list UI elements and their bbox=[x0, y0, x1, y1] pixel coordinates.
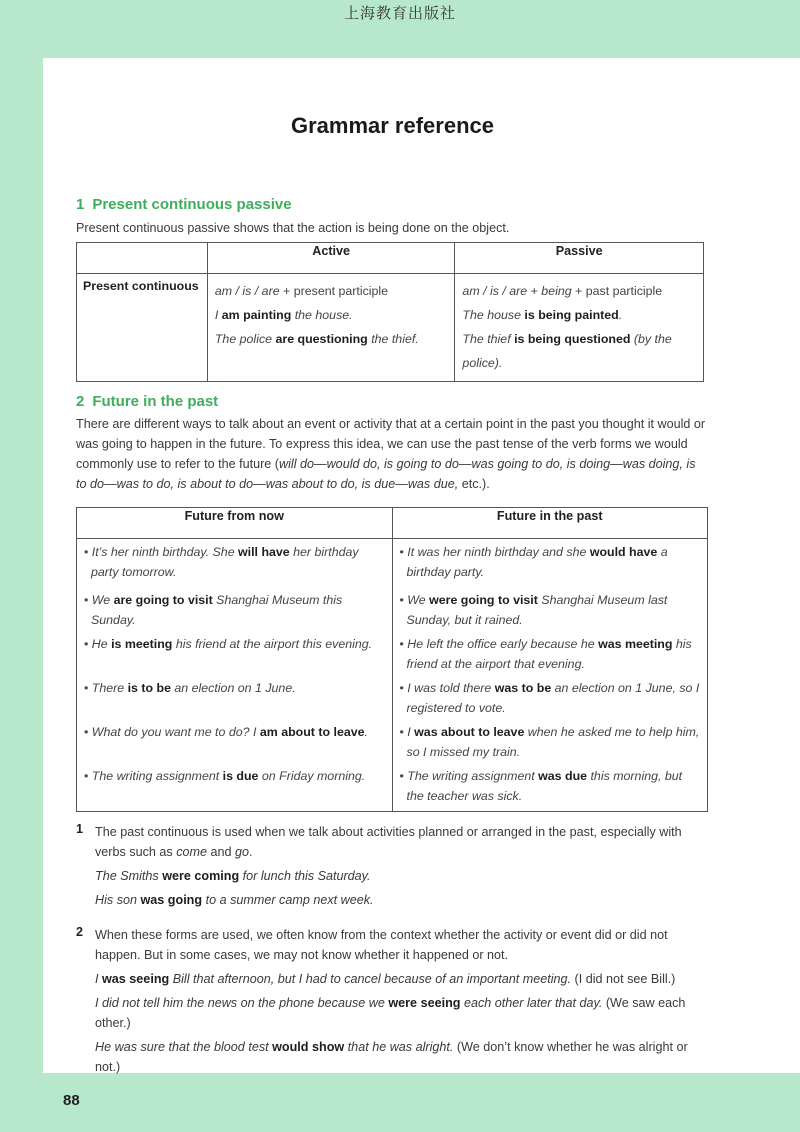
intro-italic-forms: will do—would do, is going to do—was going to do, is doing—was doing, is to do—was to do, is about to do—was about to do, is due—was due, bbox=[76, 457, 696, 491]
example-text: when he asked me to help him, so I missed my train. bbox=[406, 725, 700, 759]
intro-text-end: etc.). bbox=[458, 477, 490, 491]
example-highlight: was to be bbox=[494, 681, 552, 695]
example-text: Shanghai Museum last Sunday, but it rained. bbox=[406, 593, 668, 627]
example-text: What do you want me to do? I bbox=[91, 725, 260, 739]
active-formula-verbs: am / is / are bbox=[214, 284, 280, 298]
note-italic-word: come bbox=[176, 845, 207, 859]
bullet-icon: • bbox=[399, 769, 408, 783]
example-highlight: is meeting bbox=[111, 637, 173, 651]
example-text: to a summer camp next week. bbox=[202, 893, 374, 907]
future-in-past-cell bbox=[392, 539, 708, 812]
bullet-icon: • bbox=[84, 725, 92, 739]
list-item bbox=[84, 766, 385, 806]
example-highlight: was due bbox=[538, 769, 588, 783]
active-formula-rest: + present participle bbox=[279, 284, 389, 298]
note-example bbox=[95, 866, 708, 886]
example-highlight: am about to leave bbox=[259, 725, 365, 739]
note-2 bbox=[76, 925, 708, 1077]
example-text: There bbox=[91, 681, 128, 695]
note-example bbox=[95, 993, 708, 1033]
passive-formula-being: being bbox=[541, 284, 572, 298]
note-example bbox=[95, 1037, 708, 1077]
note-number: 2 bbox=[76, 925, 84, 939]
example-comment: (I did not see Bill.) bbox=[571, 972, 676, 986]
bullet-icon: • bbox=[84, 545, 92, 559]
example-highlight: is to be bbox=[127, 681, 171, 695]
bullet-icon: • bbox=[84, 593, 92, 607]
example-text: for lunch this Saturday. bbox=[239, 869, 371, 883]
row-label: Present continuous bbox=[77, 274, 208, 382]
example-highlight: was about to leave bbox=[414, 725, 525, 739]
example-text: The thief bbox=[462, 332, 515, 346]
example-text: I was told there bbox=[407, 681, 495, 695]
passive-formula-verbs: am / is / are bbox=[462, 284, 528, 298]
example-text: We bbox=[407, 593, 430, 607]
example-text: I bbox=[95, 972, 102, 986]
note-number: 1 bbox=[76, 822, 84, 836]
intro-text: There are different ways to talk about an event or activity that at a certain point in the past you thought it would or was going to happen in the future. To express this idea, we can use the past tense of the verb forms we would commonly use to refer to the future ( bbox=[76, 417, 706, 471]
section2-intro bbox=[76, 414, 708, 494]
note-italic-word: go bbox=[235, 845, 250, 859]
note-1 bbox=[76, 822, 708, 910]
example-highlight: were going to visit bbox=[429, 593, 538, 607]
example-text: The writing assignment bbox=[407, 769, 539, 783]
example-text: It’s her ninth birthday. She bbox=[91, 545, 239, 559]
bullet-icon: • bbox=[84, 769, 92, 783]
passive-header: Passive bbox=[455, 243, 704, 274]
section1-intro: Present continuous passive shows that the action is being done on the object. bbox=[76, 221, 510, 235]
example-text: He left the office early because he bbox=[407, 637, 599, 651]
publisher-name: 上海教育出版社 bbox=[343, 4, 456, 22]
list-item bbox=[84, 634, 385, 674]
example-highlight: were coming bbox=[162, 869, 240, 883]
example-comment: (We saw each other.) bbox=[95, 996, 686, 1030]
list-item bbox=[84, 678, 385, 718]
example-text: It was her ninth birthday and she bbox=[407, 545, 590, 559]
example-text: his friend at the airport that evening. bbox=[406, 637, 692, 671]
example-highlight: was meeting bbox=[598, 637, 673, 651]
list-item bbox=[400, 542, 701, 586]
example-highlight: is due bbox=[222, 769, 259, 783]
example-text: a birthday party. bbox=[406, 545, 668, 579]
list-item bbox=[84, 542, 385, 586]
active-cell bbox=[207, 274, 455, 382]
passive-cell bbox=[455, 274, 704, 382]
future-from-now-cell bbox=[77, 539, 393, 812]
example-highlight: would have bbox=[589, 545, 658, 559]
example-text: on Friday morning. bbox=[258, 769, 366, 783]
example-highlight: are going to visit bbox=[113, 593, 213, 607]
example-text: . bbox=[364, 725, 368, 739]
list-item bbox=[84, 590, 385, 630]
list-item bbox=[400, 590, 701, 630]
example-text: The police bbox=[214, 332, 276, 346]
example-comment: (We don’t know whether he was alright or not.) bbox=[95, 1040, 688, 1074]
note-text-part: and bbox=[207, 845, 236, 859]
example-highlight: was seeing bbox=[102, 972, 170, 986]
example-text: his friend at the airport this evening. bbox=[172, 637, 373, 651]
example-text: The Smiths bbox=[95, 869, 163, 883]
example-highlight: would show bbox=[272, 1040, 345, 1054]
bullet-icon: • bbox=[84, 681, 92, 695]
list-item bbox=[84, 722, 385, 762]
example-text: the house. bbox=[291, 308, 353, 322]
example-text: an election on 1 June. bbox=[170, 681, 296, 695]
list-item bbox=[400, 634, 701, 674]
section1-title: Present continuous passive bbox=[92, 196, 292, 213]
page-number: 88 bbox=[63, 1092, 80, 1109]
passive-formula-rest: + past participle bbox=[571, 284, 663, 298]
page-title: Grammar reference bbox=[290, 113, 494, 138]
example-highlight: were seeing bbox=[388, 996, 461, 1010]
list-item bbox=[400, 722, 701, 762]
bullet-icon: • bbox=[399, 681, 408, 695]
section2-title: Future in the past bbox=[92, 393, 219, 410]
active-header: Active bbox=[207, 243, 455, 274]
section2-heading bbox=[76, 393, 218, 410]
table-row bbox=[77, 274, 704, 382]
example-text: I did not tell him the news on the phone because we bbox=[95, 996, 389, 1010]
example-text: I bbox=[214, 308, 222, 322]
bullet-icon: • bbox=[399, 725, 408, 739]
empty-header-cell bbox=[77, 243, 208, 274]
example-text: He bbox=[91, 637, 112, 651]
example-text: (by the police). bbox=[462, 332, 672, 370]
section2-number: 2 bbox=[76, 393, 85, 410]
future-in-past-table bbox=[76, 507, 708, 812]
example-text: Shanghai Museum this Sunday. bbox=[91, 593, 343, 627]
example-text: The house bbox=[462, 308, 525, 322]
example-text: each other later that day. bbox=[460, 996, 603, 1010]
note-text-part: . bbox=[249, 845, 253, 859]
future-in-past-header: Future in the past bbox=[392, 508, 708, 539]
example-highlight: is being painted bbox=[524, 308, 619, 322]
note-example bbox=[95, 969, 708, 989]
note-example bbox=[95, 890, 708, 910]
present-continuous-passive-table bbox=[76, 242, 704, 382]
table-header-row bbox=[77, 508, 708, 539]
bullet-icon: • bbox=[399, 545, 408, 559]
table-header-row bbox=[77, 243, 704, 274]
example-highlight: are questioning bbox=[275, 332, 368, 346]
table-row bbox=[77, 539, 708, 812]
passive-formula-plus: + bbox=[527, 284, 542, 298]
example-highlight: will have bbox=[238, 545, 290, 559]
example-highlight: is being questioned bbox=[514, 332, 631, 346]
example-highlight: am painting bbox=[221, 308, 292, 322]
list-item bbox=[400, 678, 701, 718]
example-text: an election on 1 June, so I registered to vote. bbox=[406, 681, 700, 715]
example-text: Bill that afternoon, but I had to cancel because of an important meeting. bbox=[169, 972, 572, 986]
note-text: When these forms are used, we often know from the context whether the activity or event did or did not happen. But in some cases, we may not know whether it happened or not. bbox=[95, 928, 668, 962]
note-text bbox=[95, 822, 708, 862]
example-text: this morning, but the teacher was sick. bbox=[406, 769, 683, 803]
bullet-icon: • bbox=[399, 637, 408, 651]
example-text: We bbox=[91, 593, 114, 607]
note-text-part: The past continuous is used when we talk about activities planned or arranged in the past, especially with verbs such as bbox=[95, 825, 682, 859]
example-highlight: was going bbox=[140, 893, 203, 907]
example-text: He was sure that the blood test bbox=[95, 1040, 273, 1054]
bullet-icon: • bbox=[399, 593, 408, 607]
future-from-now-header: Future from now bbox=[77, 508, 393, 539]
example-text: her birthday party tomorrow. bbox=[91, 545, 359, 579]
example-text: The writing assignment bbox=[91, 769, 223, 783]
example-text: I bbox=[407, 725, 415, 739]
example-text: . bbox=[618, 308, 623, 322]
section1-heading bbox=[76, 196, 292, 213]
bullet-icon: • bbox=[84, 637, 92, 651]
list-item bbox=[400, 766, 701, 806]
example-text: that he was alright. bbox=[344, 1040, 454, 1054]
section1-number: 1 bbox=[76, 196, 85, 213]
example-text: His son bbox=[95, 893, 141, 907]
example-text: the thief. bbox=[367, 332, 419, 346]
